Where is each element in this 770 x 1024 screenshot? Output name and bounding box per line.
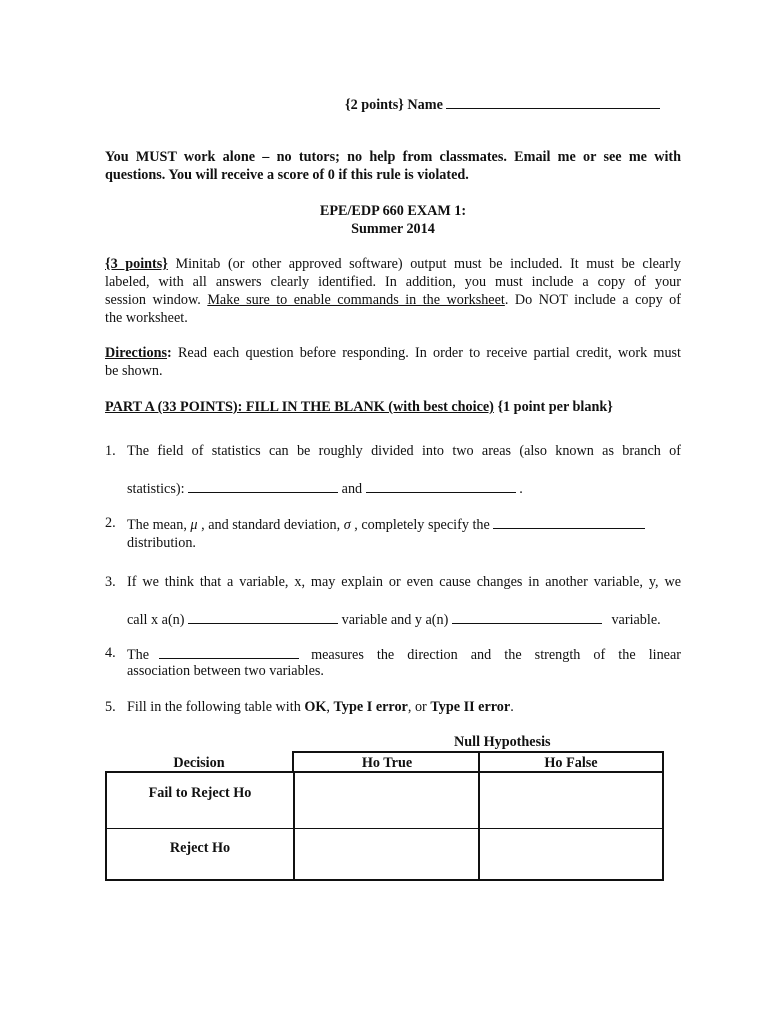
question-1-text: statistics): xyxy=(127,481,189,497)
question-5-comma-2: , or xyxy=(407,699,431,715)
title-line-1: EPE/EDP 660 EXAM 1: xyxy=(319,203,467,219)
part-a-heading xyxy=(105,398,613,416)
directions-label: Directions xyxy=(105,345,167,361)
directions-line-2: be shown. xyxy=(105,363,163,379)
instructions-line-4: the worksheet. xyxy=(105,310,188,326)
question-5-end: . xyxy=(510,699,514,715)
question-4-text-b: measures the direction and the strength of the linear xyxy=(311,647,681,663)
question-4-blank[interactable] xyxy=(159,644,299,659)
instructions-text-3b: . Do NOT include a copy of xyxy=(504,292,681,308)
directions-text: Read each question before responding. In order to receive partial credit, work must xyxy=(171,345,681,361)
name-blank[interactable] xyxy=(446,94,660,109)
question-2-text-a: The mean, xyxy=(127,517,191,533)
question-2-blank[interactable] xyxy=(493,514,645,529)
ho-false-header: Ho False xyxy=(544,755,598,771)
question-1-number: 1. xyxy=(105,443,116,459)
instructions-underlined: Make sure to enable commands in the worksheet xyxy=(207,292,505,308)
decision-header: Decision xyxy=(173,755,225,771)
question-3-blank-2[interactable] xyxy=(452,609,602,624)
cell-fail-reject-ho-true[interactable] xyxy=(295,773,478,828)
instructions-line-3 xyxy=(105,291,681,309)
directions-block xyxy=(105,344,681,380)
question-2-line-2: distribution. xyxy=(127,535,196,551)
title-line-2: Summer 2014 xyxy=(351,221,435,237)
question-5-comma-1: , xyxy=(326,699,334,715)
question-1-blank-2[interactable] xyxy=(366,478,516,493)
mu-symbol: μ xyxy=(190,517,198,533)
ho-true-header: Ho True xyxy=(361,755,413,771)
question-1-line-2 xyxy=(127,478,681,498)
instructions-line-2: labeled, with all answers clearly identified. In addition, you must include a copy of your xyxy=(105,274,681,290)
warning-line-1: You MUST work alone – no tutors; no help from classmates. Email me or see me with xyxy=(105,149,681,165)
question-3-line-1: If we think that a variable, x, may explain or even cause changes in another variable, y, we xyxy=(127,574,681,590)
part-a-title: PART A (33 POINTS): FILL IN THE BLANK (with best choice) xyxy=(105,399,494,415)
instructions-points: {3 points} xyxy=(105,256,168,272)
directions-colon: : xyxy=(167,345,172,361)
question-1-blank-1[interactable] xyxy=(188,478,338,493)
question-4-line-1 xyxy=(127,644,681,664)
question-5-text-a: Fill in the following table with xyxy=(127,699,305,715)
type-i-term: Type I error xyxy=(333,699,408,715)
instructions-line-1 xyxy=(105,255,681,273)
cell-reject-ho-false[interactable] xyxy=(480,829,662,879)
ok-term: OK xyxy=(304,699,327,715)
type-ii-term: Type II error xyxy=(430,699,511,715)
instructions-block xyxy=(105,255,681,327)
name-label: {2 points} Name xyxy=(345,97,443,113)
question-2-text-c: , completely specify the xyxy=(350,517,494,533)
table-header-row xyxy=(292,751,664,772)
part-a-points: {1 point per blank} xyxy=(493,399,613,415)
row-label-fail-to-reject: Fail to Reject Ho xyxy=(148,785,252,801)
question-3-line-2 xyxy=(127,609,681,629)
question-3-text-a: call x a(n) xyxy=(127,612,189,628)
question-3-text-c: variable. xyxy=(607,612,661,628)
question-1-end: . xyxy=(515,481,523,497)
sigma-symbol: σ xyxy=(343,517,351,533)
question-2-text-b: , and standard deviation, xyxy=(197,517,344,533)
question-2-number: 2. xyxy=(105,515,116,531)
question-1-line-1: The field of statistics can be roughly divided into two areas (also known as branch of xyxy=(127,443,681,459)
null-hypothesis-header: Null Hypothesis xyxy=(454,734,551,750)
question-3-blank-1[interactable] xyxy=(188,609,338,624)
row-label-reject: Reject Ho xyxy=(169,840,231,856)
question-1-and: and xyxy=(338,481,366,497)
question-4-number: 4. xyxy=(105,645,116,661)
cell-fail-reject-ho-false[interactable] xyxy=(480,773,662,828)
warning-block xyxy=(105,148,681,184)
hypothesis-table xyxy=(105,771,664,881)
instructions-text-1: Minitab (or other approved software) output must be included. It must be clearly xyxy=(167,256,681,272)
question-5-number: 5. xyxy=(105,699,116,715)
warning-line-2: questions. You will receive a score of 0 if this rule is violated. xyxy=(105,167,469,183)
question-4-line-2: association between two variables. xyxy=(127,663,324,679)
question-4-text-a: The xyxy=(127,647,150,663)
question-3-text-b: variable and y a(n) xyxy=(338,612,452,628)
name-field-row xyxy=(345,94,660,114)
question-5-line-1 xyxy=(127,698,681,716)
instructions-text-3a: session window. xyxy=(105,292,208,308)
question-3-number: 3. xyxy=(105,574,116,590)
exam-title xyxy=(105,202,681,238)
directions-line-1 xyxy=(105,344,681,362)
cell-reject-ho-true[interactable] xyxy=(295,829,478,879)
question-2-line-1 xyxy=(127,514,681,534)
